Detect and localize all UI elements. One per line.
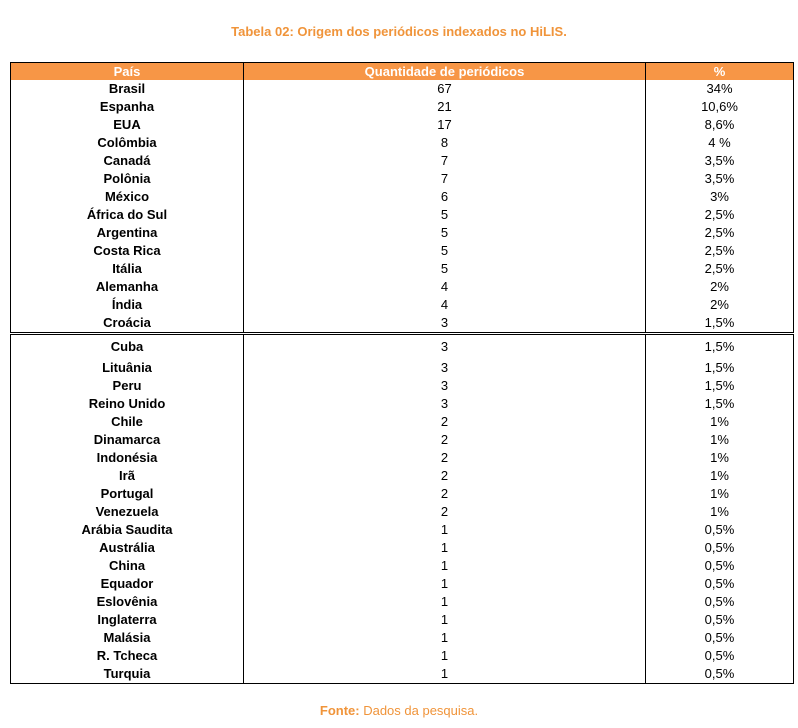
cell-count: 2 — [244, 413, 646, 431]
table-row — [11, 224, 794, 242]
cell-count: 4 — [244, 278, 646, 296]
cell-country: Argentina — [11, 224, 244, 242]
cell-percent: 8,6% — [646, 116, 794, 134]
cell-country: R. Tcheca — [11, 647, 244, 665]
cell-country: Colômbia — [11, 134, 244, 152]
cell-percent: 34% — [646, 80, 794, 98]
table-row — [11, 395, 794, 413]
cell-count: 6 — [244, 188, 646, 206]
table-row — [11, 134, 794, 152]
cell-count: 1 — [244, 629, 646, 647]
cell-count: 1 — [244, 575, 646, 593]
cell-country: Canadá — [11, 152, 244, 170]
header-count: Quantidade de periódicos — [244, 63, 646, 81]
cell-percent: 3% — [646, 188, 794, 206]
cell-percent: 1% — [646, 449, 794, 467]
cell-count: 5 — [244, 224, 646, 242]
cell-count: 3 — [244, 395, 646, 413]
cell-country: EUA — [11, 116, 244, 134]
cell-percent: 0,5% — [646, 593, 794, 611]
cell-percent: 1,5% — [646, 334, 794, 360]
table-row — [11, 665, 794, 684]
cell-percent: 0,5% — [646, 611, 794, 629]
cell-count: 3 — [244, 314, 646, 334]
cell-country: Equador — [11, 575, 244, 593]
table-row — [11, 539, 794, 557]
cell-country: Peru — [11, 377, 244, 395]
cell-percent: 3,5% — [646, 152, 794, 170]
cell-percent: 1% — [646, 485, 794, 503]
cell-count: 1 — [244, 557, 646, 575]
cell-count: 7 — [244, 152, 646, 170]
cell-country: Espanha — [11, 98, 244, 116]
cell-country: Arábia Saudita — [11, 521, 244, 539]
cell-count: 7 — [244, 170, 646, 188]
table-caption: Tabela 02: Origem dos periódicos indexados no HiLIS. — [231, 24, 567, 39]
cell-count: 5 — [244, 260, 646, 278]
cell-country: Reino Unido — [11, 395, 244, 413]
cell-count: 17 — [244, 116, 646, 134]
cell-percent: 1% — [646, 503, 794, 521]
cell-country: Cuba — [11, 334, 244, 360]
table-row — [11, 521, 794, 539]
cell-count: 1 — [244, 665, 646, 684]
cell-count: 2 — [244, 467, 646, 485]
cell-country: Índia — [11, 296, 244, 314]
cell-count: 5 — [244, 206, 646, 224]
cell-percent: 4 % — [646, 134, 794, 152]
source-label: Fonte: — [319, 703, 360, 718]
cell-country: Brasil — [11, 80, 244, 98]
cell-country: Venezuela — [11, 503, 244, 521]
table-row — [11, 467, 794, 485]
cell-count: 1 — [244, 611, 646, 629]
cell-percent: 2,5% — [646, 224, 794, 242]
cell-percent: 0,5% — [646, 539, 794, 557]
cell-percent: 2,5% — [646, 242, 794, 260]
cell-country: México — [11, 188, 244, 206]
table-row — [11, 575, 794, 593]
header-percent: % — [646, 63, 794, 81]
table-header-row — [11, 63, 794, 81]
table-row — [11, 98, 794, 116]
cell-percent: 1% — [646, 413, 794, 431]
table-row — [11, 334, 794, 360]
table-row — [11, 242, 794, 260]
cell-percent: 2% — [646, 278, 794, 296]
table-row — [11, 206, 794, 224]
table-row — [11, 359, 794, 377]
cell-count: 5 — [244, 242, 646, 260]
cell-percent: 0,5% — [646, 629, 794, 647]
table-row — [11, 593, 794, 611]
cell-country: Croácia — [11, 314, 244, 334]
cell-count: 1 — [244, 593, 646, 611]
table-row — [11, 377, 794, 395]
table-row — [11, 449, 794, 467]
cell-country: África do Sul — [11, 206, 244, 224]
table-row — [11, 629, 794, 647]
cell-percent: 3,5% — [646, 170, 794, 188]
cell-percent: 2,5% — [646, 260, 794, 278]
cell-country: Inglaterra — [11, 611, 244, 629]
cell-count: 2 — [244, 485, 646, 503]
table-row — [11, 80, 794, 98]
table-row — [11, 485, 794, 503]
cell-percent: 0,5% — [646, 575, 794, 593]
table-row — [11, 170, 794, 188]
cell-count: 8 — [244, 134, 646, 152]
cell-count: 67 — [244, 80, 646, 98]
table-row — [11, 503, 794, 521]
cell-country: Indonésia — [11, 449, 244, 467]
cell-percent: 2% — [646, 296, 794, 314]
table-row — [11, 296, 794, 314]
journals-origin-table — [10, 62, 794, 684]
table-body — [11, 80, 794, 684]
cell-country: Austrália — [11, 539, 244, 557]
cell-country: Portugal — [11, 485, 244, 503]
table-row — [11, 413, 794, 431]
cell-percent: 0,5% — [646, 647, 794, 665]
table-row — [11, 557, 794, 575]
cell-country: Irã — [11, 467, 244, 485]
cell-count: 3 — [244, 334, 646, 360]
table-row — [11, 188, 794, 206]
cell-country: Alemanha — [11, 278, 244, 296]
table-row — [11, 260, 794, 278]
source-text: Dados da pesquisa. — [359, 703, 479, 718]
cell-count: 1 — [244, 539, 646, 557]
cell-count: 3 — [244, 377, 646, 395]
cell-percent: 1% — [646, 467, 794, 485]
cell-count: 2 — [244, 431, 646, 449]
cell-country: China — [11, 557, 244, 575]
table-source — [0, 703, 798, 718]
cell-percent: 0,5% — [646, 521, 794, 539]
cell-count: 2 — [244, 503, 646, 521]
cell-count: 2 — [244, 449, 646, 467]
table-row — [11, 278, 794, 296]
table-row — [11, 647, 794, 665]
cell-country: Malásia — [11, 629, 244, 647]
cell-country: Dinamarca — [11, 431, 244, 449]
table-row — [11, 314, 794, 334]
cell-count: 1 — [244, 521, 646, 539]
cell-count: 3 — [244, 359, 646, 377]
cell-country: Costa Rica — [11, 242, 244, 260]
cell-percent: 0,5% — [646, 665, 794, 684]
cell-percent: 1,5% — [646, 359, 794, 377]
table-row — [11, 116, 794, 134]
cell-percent: 1,5% — [646, 377, 794, 395]
cell-country: Itália — [11, 260, 244, 278]
cell-country: Lituânia — [11, 359, 244, 377]
table-row — [11, 431, 794, 449]
cell-count: 4 — [244, 296, 646, 314]
cell-count: 1 — [244, 647, 646, 665]
cell-count: 21 — [244, 98, 646, 116]
cell-country: Polônia — [11, 170, 244, 188]
cell-percent: 1,5% — [646, 314, 794, 334]
cell-percent: 1,5% — [646, 395, 794, 413]
cell-country: Chile — [11, 413, 244, 431]
table-row — [11, 611, 794, 629]
cell-country: Eslovênia — [11, 593, 244, 611]
cell-percent: 10,6% — [646, 98, 794, 116]
cell-percent: 1% — [646, 431, 794, 449]
header-country: País — [11, 63, 244, 81]
cell-percent: 2,5% — [646, 206, 794, 224]
cell-country: Turquia — [11, 665, 244, 684]
cell-percent: 0,5% — [646, 557, 794, 575]
table-row — [11, 152, 794, 170]
